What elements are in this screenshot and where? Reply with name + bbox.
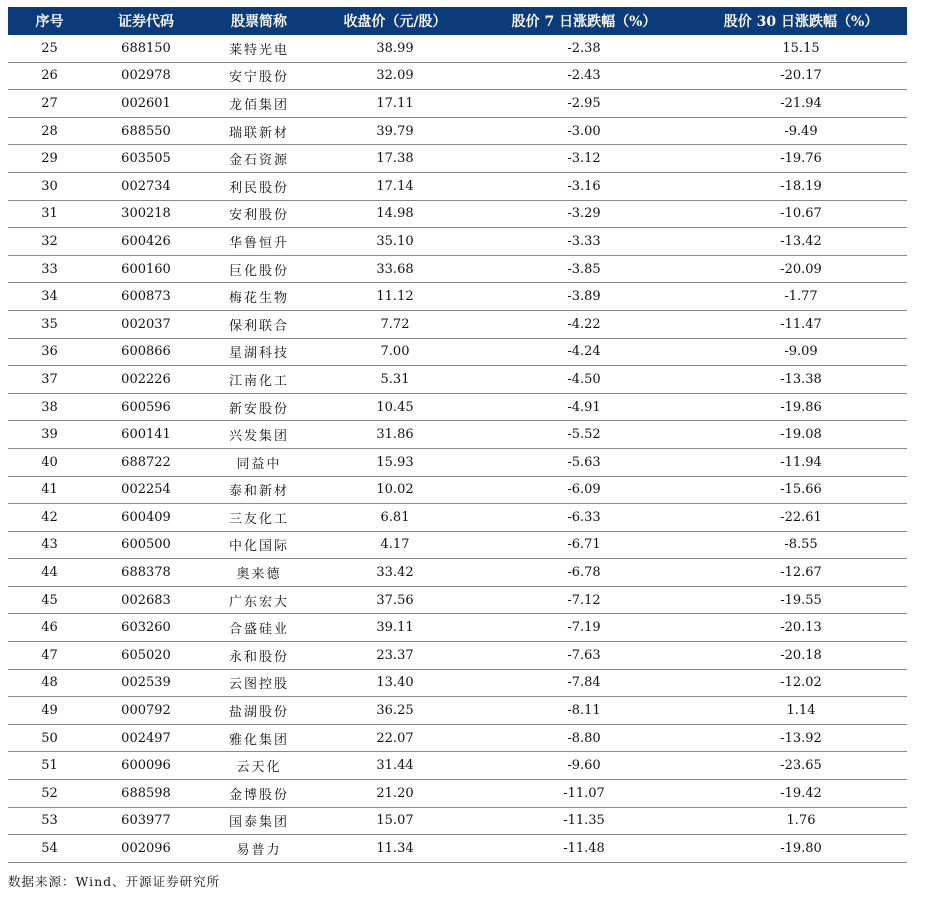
cell-name: 广东宏大 (201, 586, 317, 614)
cell-close-price: 7.00 (317, 338, 473, 366)
cell-name: 泰和新材 (201, 476, 317, 504)
cell-name: 华鲁恒升 (201, 228, 317, 256)
table-row (8, 724, 907, 752)
cell-index: 48 (8, 669, 91, 697)
table-row (8, 338, 907, 366)
cell-close-price: 15.07 (317, 807, 473, 835)
cell-code: 688598 (91, 780, 201, 808)
cell-name: 星湖科技 (201, 338, 317, 366)
cell-index: 32 (8, 228, 91, 256)
table-row (8, 200, 907, 228)
cell-name: 利民股份 (201, 172, 317, 200)
cell-7day-change: -7.12 (473, 586, 695, 614)
table-row (8, 504, 907, 532)
cell-code: 600160 (91, 255, 201, 283)
cell-close-price: 21.20 (317, 780, 473, 808)
table-row (8, 448, 907, 476)
cell-close-price: 33.42 (317, 559, 473, 587)
cell-7day-change: -3.00 (473, 117, 695, 145)
cell-close-price: 38.99 (317, 35, 473, 62)
cell-name: 同益中 (201, 448, 317, 476)
cell-code: 000792 (91, 697, 201, 725)
table-row (8, 642, 907, 670)
cell-code: 603505 (91, 145, 201, 173)
cell-code: 600409 (91, 504, 201, 532)
cell-close-price: 36.25 (317, 697, 473, 725)
cell-name: 奥来德 (201, 559, 317, 587)
cell-code: 688550 (91, 117, 201, 145)
cell-7day-change: -2.38 (473, 35, 695, 62)
cell-code: 688150 (91, 35, 201, 62)
cell-30day-change: -22.61 (695, 504, 907, 532)
cell-30day-change: -19.55 (695, 586, 907, 614)
cell-name: 金石资源 (201, 145, 317, 173)
cell-name: 中化国际 (201, 531, 317, 559)
cell-code: 002037 (91, 310, 201, 338)
cell-name: 瑞联新材 (201, 117, 317, 145)
cell-close-price: 31.86 (317, 421, 473, 449)
cell-name: 云天化 (201, 752, 317, 780)
table-row (8, 393, 907, 421)
cell-index: 26 (8, 62, 91, 90)
cell-code: 600866 (91, 338, 201, 366)
cell-name: 金博股份 (201, 780, 317, 808)
cell-index: 36 (8, 338, 91, 366)
cell-30day-change: -19.76 (695, 145, 907, 173)
table-row (8, 35, 907, 62)
cell-index: 27 (8, 90, 91, 118)
cell-30day-change: -19.80 (695, 835, 907, 863)
cell-index: 44 (8, 559, 91, 587)
cell-close-price: 17.14 (317, 172, 473, 200)
cell-close-price: 10.02 (317, 476, 473, 504)
cell-index: 38 (8, 393, 91, 421)
cell-7day-change: -3.12 (473, 145, 695, 173)
cell-index: 53 (8, 807, 91, 835)
cell-index: 50 (8, 724, 91, 752)
table-row (8, 366, 907, 394)
cell-code: 002683 (91, 586, 201, 614)
cell-name: 保利联合 (201, 310, 317, 338)
cell-30day-change: -1.77 (695, 283, 907, 311)
cell-index: 40 (8, 448, 91, 476)
cell-index: 31 (8, 200, 91, 228)
cell-7day-change: -6.09 (473, 476, 695, 504)
cell-30day-change: -12.02 (695, 669, 907, 697)
cell-code: 300218 (91, 200, 201, 228)
cell-code: 600426 (91, 228, 201, 256)
cell-close-price: 32.09 (317, 62, 473, 90)
cell-7day-change: -2.95 (473, 90, 695, 118)
cell-index: 39 (8, 421, 91, 449)
cell-close-price: 17.38 (317, 145, 473, 173)
cell-close-price: 37.56 (317, 586, 473, 614)
cell-7day-change: -7.63 (473, 642, 695, 670)
cell-close-price: 11.34 (317, 835, 473, 863)
cell-index: 49 (8, 697, 91, 725)
table-row (8, 310, 907, 338)
cell-name: 盐湖股份 (201, 697, 317, 725)
cell-7day-change: -7.84 (473, 669, 695, 697)
cell-close-price: 17.11 (317, 90, 473, 118)
cell-code: 600141 (91, 421, 201, 449)
cell-index: 41 (8, 476, 91, 504)
cell-code: 002539 (91, 669, 201, 697)
table-row (8, 255, 907, 283)
table-body (8, 35, 907, 862)
cell-code: 603977 (91, 807, 201, 835)
cell-7day-change: -4.91 (473, 393, 695, 421)
cell-code: 688378 (91, 559, 201, 587)
cell-name: 易普力 (201, 835, 317, 863)
header-index: 序号 (8, 7, 91, 35)
cell-30day-change: -18.19 (695, 172, 907, 200)
cell-30day-change: -15.66 (695, 476, 907, 504)
cell-30day-change: -8.55 (695, 531, 907, 559)
table-row (8, 90, 907, 118)
cell-7day-change: -11.35 (473, 807, 695, 835)
cell-7day-change: -3.16 (473, 172, 695, 200)
cell-7day-change: -4.22 (473, 310, 695, 338)
cell-code: 600500 (91, 531, 201, 559)
cell-30day-change: 1.14 (695, 697, 907, 725)
cell-7day-change: -2.43 (473, 62, 695, 90)
cell-7day-change: -3.89 (473, 283, 695, 311)
cell-30day-change: -20.17 (695, 62, 907, 90)
table-row (8, 228, 907, 256)
cell-7day-change: -4.50 (473, 366, 695, 394)
cell-index: 46 (8, 614, 91, 642)
table-row (8, 835, 907, 863)
cell-index: 45 (8, 586, 91, 614)
cell-close-price: 4.17 (317, 531, 473, 559)
cell-index: 35 (8, 310, 91, 338)
cell-7day-change: -5.52 (473, 421, 695, 449)
cell-name: 安宁股份 (201, 62, 317, 90)
stock-table-container (8, 7, 907, 863)
cell-index: 30 (8, 172, 91, 200)
cell-code: 002096 (91, 835, 201, 863)
cell-7day-change: -7.19 (473, 614, 695, 642)
cell-close-price: 15.93 (317, 448, 473, 476)
cell-30day-change: -20.09 (695, 255, 907, 283)
cell-close-price: 33.68 (317, 255, 473, 283)
cell-name: 三友化工 (201, 504, 317, 532)
cell-30day-change: -10.67 (695, 200, 907, 228)
cell-index: 34 (8, 283, 91, 311)
cell-index: 28 (8, 117, 91, 145)
table-row (8, 697, 907, 725)
cell-30day-change: -11.47 (695, 310, 907, 338)
cell-index: 43 (8, 531, 91, 559)
cell-name: 国泰集团 (201, 807, 317, 835)
header-name: 股票简称 (201, 7, 317, 35)
table-row (8, 531, 907, 559)
cell-index: 52 (8, 780, 91, 808)
header-30day-change: 股价 30 日涨跌幅（%） (695, 7, 907, 35)
cell-name: 龙佰集团 (201, 90, 317, 118)
cell-index: 54 (8, 835, 91, 863)
cell-close-price: 31.44 (317, 752, 473, 780)
table-row (8, 172, 907, 200)
cell-index: 47 (8, 642, 91, 670)
header-close-price: 收盘价（元/股） (317, 7, 473, 35)
cell-close-price: 11.12 (317, 283, 473, 311)
table-row (8, 586, 907, 614)
stock-table (8, 7, 907, 863)
cell-30day-change: -23.65 (695, 752, 907, 780)
cell-close-price: 13.40 (317, 669, 473, 697)
cell-code: 002978 (91, 62, 201, 90)
cell-name: 合盛硅业 (201, 614, 317, 642)
header-row (8, 7, 907, 35)
table-row (8, 283, 907, 311)
cell-30day-change: -13.42 (695, 228, 907, 256)
cell-index: 25 (8, 35, 91, 62)
cell-30day-change: -19.08 (695, 421, 907, 449)
cell-7day-change: -8.11 (473, 697, 695, 725)
cell-30day-change: -12.67 (695, 559, 907, 587)
cell-index: 51 (8, 752, 91, 780)
cell-code: 002226 (91, 366, 201, 394)
cell-30day-change: -19.42 (695, 780, 907, 808)
cell-30day-change: -20.13 (695, 614, 907, 642)
table-row (8, 559, 907, 587)
cell-7day-change: -3.29 (473, 200, 695, 228)
cell-7day-change: -6.33 (473, 504, 695, 532)
cell-7day-change: -11.07 (473, 780, 695, 808)
cell-name: 安利股份 (201, 200, 317, 228)
cell-code: 002734 (91, 172, 201, 200)
cell-name: 雅化集团 (201, 724, 317, 752)
cell-close-price: 22.07 (317, 724, 473, 752)
cell-close-price: 14.98 (317, 200, 473, 228)
table-row (8, 421, 907, 449)
cell-index: 37 (8, 366, 91, 394)
table-row (8, 752, 907, 780)
data-source-note: 数据来源：Wind、开源证券研究所 (8, 874, 221, 889)
cell-7day-change: -6.78 (473, 559, 695, 587)
cell-code: 605020 (91, 642, 201, 670)
cell-name: 莱特光电 (201, 35, 317, 62)
cell-name: 梅花生物 (201, 283, 317, 311)
cell-7day-change: -6.71 (473, 531, 695, 559)
table-header (8, 7, 907, 35)
header-7day-change: 股价 7 日涨跌幅（%） (473, 7, 695, 35)
cell-code: 688722 (91, 448, 201, 476)
cell-name: 巨化股份 (201, 255, 317, 283)
cell-index: 42 (8, 504, 91, 532)
cell-30day-change: 15.15 (695, 35, 907, 62)
cell-code: 002254 (91, 476, 201, 504)
cell-code: 600096 (91, 752, 201, 780)
table-row (8, 780, 907, 808)
cell-30day-change: -13.38 (695, 366, 907, 394)
header-code: 证券代码 (91, 7, 201, 35)
cell-30day-change: -13.92 (695, 724, 907, 752)
cell-close-price: 10.45 (317, 393, 473, 421)
cell-index: 33 (8, 255, 91, 283)
table-row (8, 614, 907, 642)
cell-name: 新安股份 (201, 393, 317, 421)
cell-7day-change: -11.48 (473, 835, 695, 863)
cell-code: 603260 (91, 614, 201, 642)
cell-7day-change: -3.85 (473, 255, 695, 283)
cell-code: 002497 (91, 724, 201, 752)
cell-7day-change: -4.24 (473, 338, 695, 366)
cell-name: 永和股份 (201, 642, 317, 670)
cell-close-price: 7.72 (317, 310, 473, 338)
cell-30day-change: -9.49 (695, 117, 907, 145)
cell-30day-change: -9.09 (695, 338, 907, 366)
cell-name: 兴发集团 (201, 421, 317, 449)
cell-close-price: 39.11 (317, 614, 473, 642)
cell-code: 600596 (91, 393, 201, 421)
cell-7day-change: -9.60 (473, 752, 695, 780)
cell-30day-change: -20.18 (695, 642, 907, 670)
cell-name: 江南化工 (201, 366, 317, 394)
cell-close-price: 35.10 (317, 228, 473, 256)
cell-7day-change: -5.63 (473, 448, 695, 476)
table-row (8, 117, 907, 145)
cell-close-price: 6.81 (317, 504, 473, 532)
table-row (8, 669, 907, 697)
cell-30day-change: -19.86 (695, 393, 907, 421)
cell-30day-change: -21.94 (695, 90, 907, 118)
cell-30day-change: 1.76 (695, 807, 907, 835)
cell-index: 29 (8, 145, 91, 173)
cell-close-price: 5.31 (317, 366, 473, 394)
cell-code: 002601 (91, 90, 201, 118)
cell-7day-change: -3.33 (473, 228, 695, 256)
cell-code: 600873 (91, 283, 201, 311)
table-row (8, 62, 907, 90)
table-row (8, 476, 907, 504)
cell-name: 云图控股 (201, 669, 317, 697)
cell-30day-change: -11.94 (695, 448, 907, 476)
table-row (8, 807, 907, 835)
table-row (8, 145, 907, 173)
cell-7day-change: -8.80 (473, 724, 695, 752)
cell-close-price: 23.37 (317, 642, 473, 670)
cell-close-price: 39.79 (317, 117, 473, 145)
